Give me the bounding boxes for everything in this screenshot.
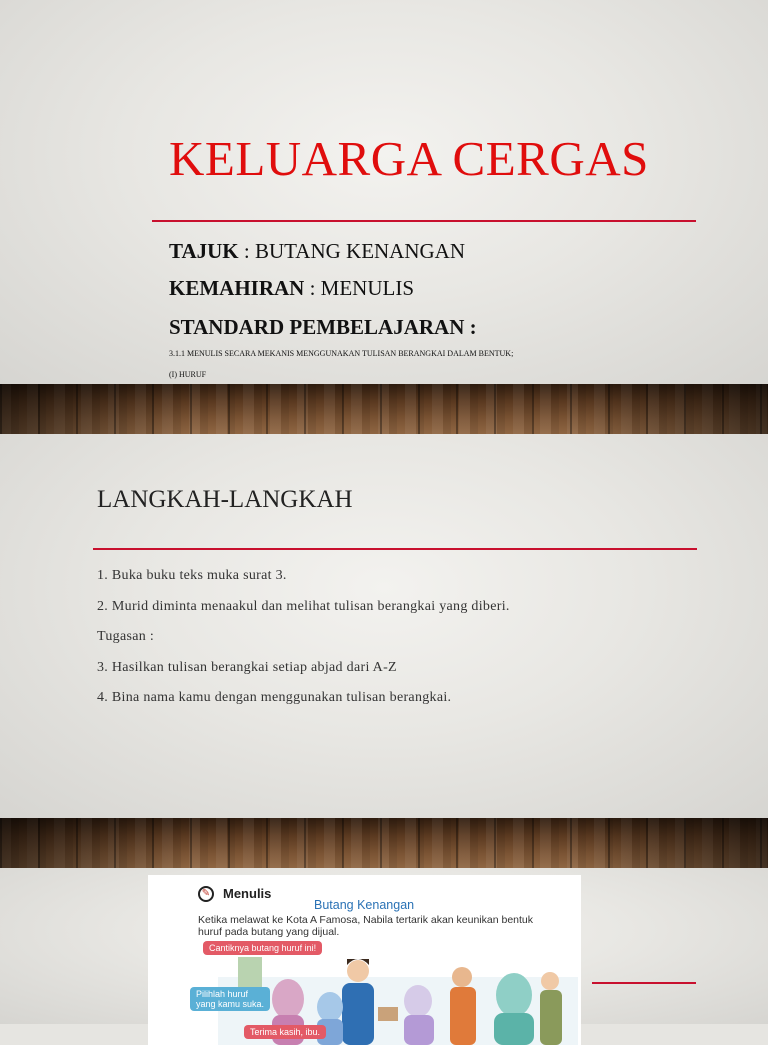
slide-2	[0, 434, 768, 818]
step-item: 2. Murid diminta menaakul dan melihat tulisan berangkai yang diberi.	[97, 598, 510, 614]
step-item: 4. Bina nama kamu dengan menggunakan tulisan berangkai.	[97, 690, 452, 705]
wood-floor-strip	[0, 384, 768, 434]
title-divider	[592, 982, 696, 984]
speech-bubble: Terima kasih, ibu.	[244, 1025, 326, 1039]
step-item: 3. Hasilkan tulisan berangkai setiap abjad dari A-Z	[97, 659, 397, 675]
speech-bubble	[190, 987, 270, 1011]
standard-line-1: 3.1.1 MENULIS SECARA MEKANIS MENGGUNAKAN TULISAN BERANGKAI DALAM BENTUK;	[169, 349, 514, 358]
title-divider	[93, 548, 697, 550]
slide-1-title: KELUARGA CERGAS	[169, 131, 649, 186]
tajuk-line	[169, 239, 465, 264]
kemahiran-label: KEMAHIRAN	[169, 276, 305, 300]
speech-bubble-line: Pilihlah huruf	[196, 989, 249, 999]
standard-line-2: (I) HURUF	[169, 370, 207, 379]
standard-label: STANDARD PEMBELAJARAN :	[169, 315, 477, 339]
tajuk-value: : BUTANG KENANGAN	[243, 239, 466, 263]
kemahiran-value: : MENULIS	[309, 276, 415, 300]
steps-list	[97, 568, 510, 721]
slide-3	[0, 868, 768, 1037]
slide-1	[0, 0, 768, 384]
step-item: Tugasan :	[97, 629, 155, 644]
slide-2-title: LANGKAH-LANGKAH	[97, 486, 353, 513]
speech-bubble-line: yang kamu suka.	[196, 999, 265, 1009]
kemahiran-line	[169, 276, 414, 301]
title-divider	[152, 220, 696, 222]
section-label: Menulis	[223, 886, 272, 901]
pencil-icon: ✎	[198, 886, 214, 902]
textbook-image	[148, 875, 581, 1045]
book-title: Butang Kenangan	[314, 898, 415, 912]
tajuk-label: TAJUK	[169, 239, 239, 263]
book-text: Ketika melawat ke Kota A Famosa, Nabila tertarik akan keunikan bentuk huruf pada butang yang dijual.	[198, 914, 534, 938]
speech-bubble: Cantiknya butang huruf ini!	[203, 941, 322, 955]
step-item: 1. Buka buku teks muka surat 3.	[97, 568, 287, 583]
wood-floor-strip	[0, 818, 768, 868]
